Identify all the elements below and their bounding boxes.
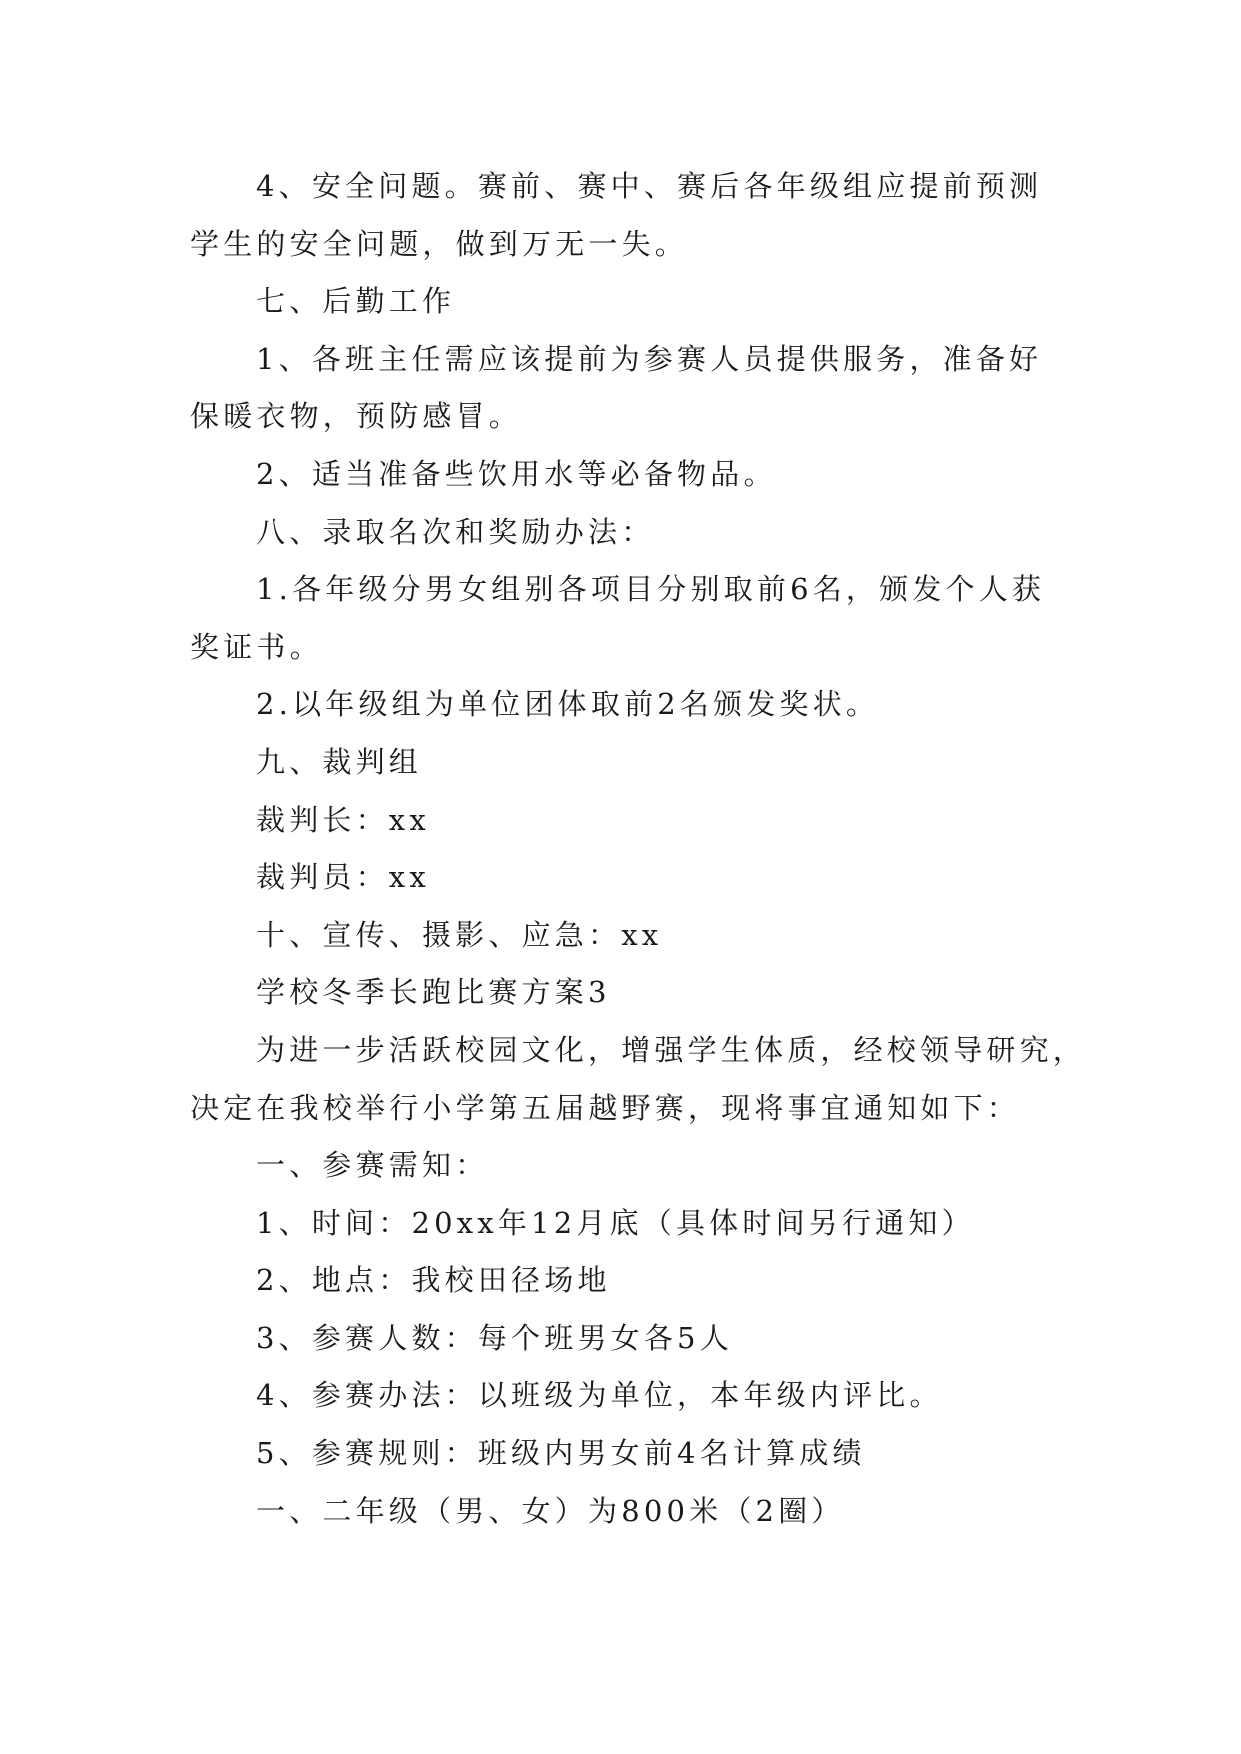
text-line-16: 为进一步活跃校园文化，增强学生体质，经校领导研究， xyxy=(256,1032,1087,1067)
text-line-2: 学生的安全问题，做到万无一失。 xyxy=(190,226,689,261)
text-line-21: 3、参赛人数：每个班男女各5人 xyxy=(256,1320,733,1355)
text-line-6: 2、适当准备些饮用水等必备物品。 xyxy=(256,456,777,491)
text-line-4: 1、各班主任需应该提前为参赛人员提供服务，准备好 xyxy=(256,341,1043,376)
section-heading-awards: 八、录取名次和奖励办法： xyxy=(256,514,655,549)
text-line-9: 奖证书。 xyxy=(190,629,323,664)
plan-title-3: 学校冬季长跑比赛方案3 xyxy=(256,975,611,1010)
text-line-5: 保暖衣物，预防感冒。 xyxy=(190,399,523,434)
text-line-23: 5、参赛规则：班级内男女前4名计算成绩 xyxy=(256,1436,866,1471)
text-line-20: 2、地点：我校田径场地 xyxy=(256,1263,611,1298)
text-line-12: 裁判长：xx xyxy=(256,802,430,837)
text-line-17: 决定在我校举行小学第五届越野赛，现将事宜通知如下： xyxy=(190,1090,1021,1125)
document-body xyxy=(190,158,1087,1540)
section-heading-notice: 一、参赛需知： xyxy=(256,1148,489,1183)
text-line-1: 4、安全问题。赛前、赛中、赛后各年级组应提前预测 xyxy=(256,169,1043,203)
text-line-19: 1、时间：20xx年12月底（具体时间另行通知） xyxy=(256,1205,975,1240)
section-heading-publicity: 十、宣传、摄影、应急：xx xyxy=(256,917,663,952)
text-line-22: 4、参赛办法：以班级为单位，本年级内评比。 xyxy=(256,1378,943,1413)
text-line-24: 一、二年级（男、女）为800米（2圈） xyxy=(256,1493,845,1528)
text-line-8: 1.各年级分男女组别各项目分别取前6名，颁发个人获 xyxy=(256,572,1046,607)
text-line-13: 裁判员：xx xyxy=(256,860,430,895)
section-heading-logistics: 七、后勤工作 xyxy=(256,284,456,319)
text-line-10: 2.以年级组为单位团体取前2名颁发奖状。 xyxy=(256,687,880,722)
section-heading-referees: 九、裁判组 xyxy=(256,744,423,779)
